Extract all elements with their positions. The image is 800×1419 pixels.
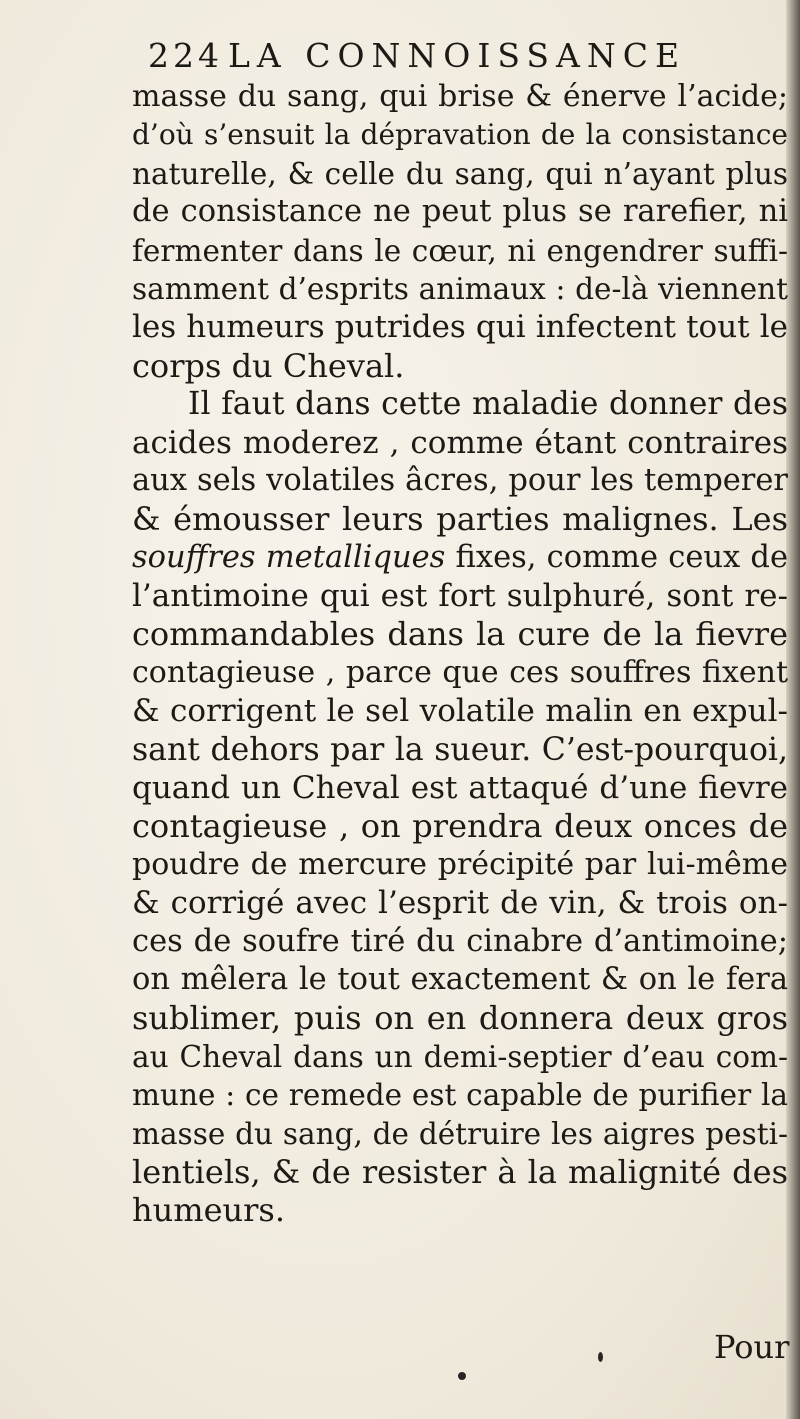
- page-number: 224: [148, 36, 223, 75]
- text-line: & corrigent le sel volatile malin en expul-: [132, 693, 788, 730]
- text-line: masse du sang, de détruire les aigres pesti-: [132, 1116, 788, 1151]
- text-line: sant dehors par la sueur. C’est-pourquoi,: [132, 731, 788, 768]
- text-line: samment d’esprits animaux : de-là viennent: [132, 271, 788, 306]
- running-title: LA CONNOISSANCE: [228, 36, 687, 75]
- text-line: & corrigé avec l’esprit de vin, & trois on-: [132, 885, 788, 922]
- text-line: commandables dans la cure de la fievre: [132, 615, 788, 654]
- text-line: Il faut dans cette maladie donner des: [188, 386, 788, 423]
- text-line: les humeurs putrides qui infectent tout le: [132, 309, 788, 346]
- text-line: au Cheval dans un demi-septier d’eau com-: [132, 1039, 788, 1074]
- body-text: [132, 78, 788, 1230]
- line-remainder: fixes, comme ceux de: [445, 539, 788, 575]
- text-line: on mêlera le tout exactement & on le fera: [132, 961, 788, 997]
- catchword: Pour: [714, 1328, 790, 1366]
- text-line: contagieuse , parce que ces souffres fixent: [132, 654, 788, 690]
- text-line: & émousser leurs parties malignes. Les: [132, 500, 788, 539]
- text-line: contagieuse , on prendra deux onces de: [132, 807, 788, 846]
- page-edge-shadow: [786, 0, 800, 1419]
- text-line: humeurs.: [132, 1191, 285, 1230]
- text-line: poudre de mercure précipité par lui-même: [132, 846, 788, 882]
- text-line: de consistance ne peut plus se rarefier, ni: [132, 194, 788, 230]
- text-line-italic: [132, 539, 788, 577]
- text-line: fermenter dans le cœur, ni engendrer suffi-: [132, 233, 788, 268]
- ink-speck: [458, 1372, 466, 1380]
- text-line: quand un Cheval est attaqué d’une fievre: [132, 770, 788, 807]
- text-line: d’où s’ensuit la dépravation de la consistance: [132, 118, 788, 152]
- text-line: lentiels, & de resister à la malignité des: [132, 1152, 788, 1191]
- text-line: sublimer, puis on en donnera deux gros: [132, 999, 788, 1038]
- text-line: aux sels volatiles âcres, pour les temperer: [132, 462, 788, 498]
- text-line: acides moderez , comme étant contraires: [132, 424, 788, 461]
- italic-phrase: souffres metalliques: [132, 539, 446, 575]
- text-line: l’antimoine qui est fort sulphuré, sont re-: [132, 578, 788, 615]
- text-line: corps du Cheval.: [132, 346, 405, 385]
- text-line: masse du sang, qui brise & énerve l’acide;: [132, 79, 788, 114]
- text-line: naturelle, & celle du sang, qui n’ayant plus: [132, 156, 788, 191]
- text-line: mune : ce remede est capable de purifier la: [132, 1078, 788, 1113]
- text-line: ces de soufre tiré du cinabre d’antimoine;: [132, 923, 788, 959]
- page-header: [148, 36, 708, 80]
- ink-speck: [598, 1352, 603, 1362]
